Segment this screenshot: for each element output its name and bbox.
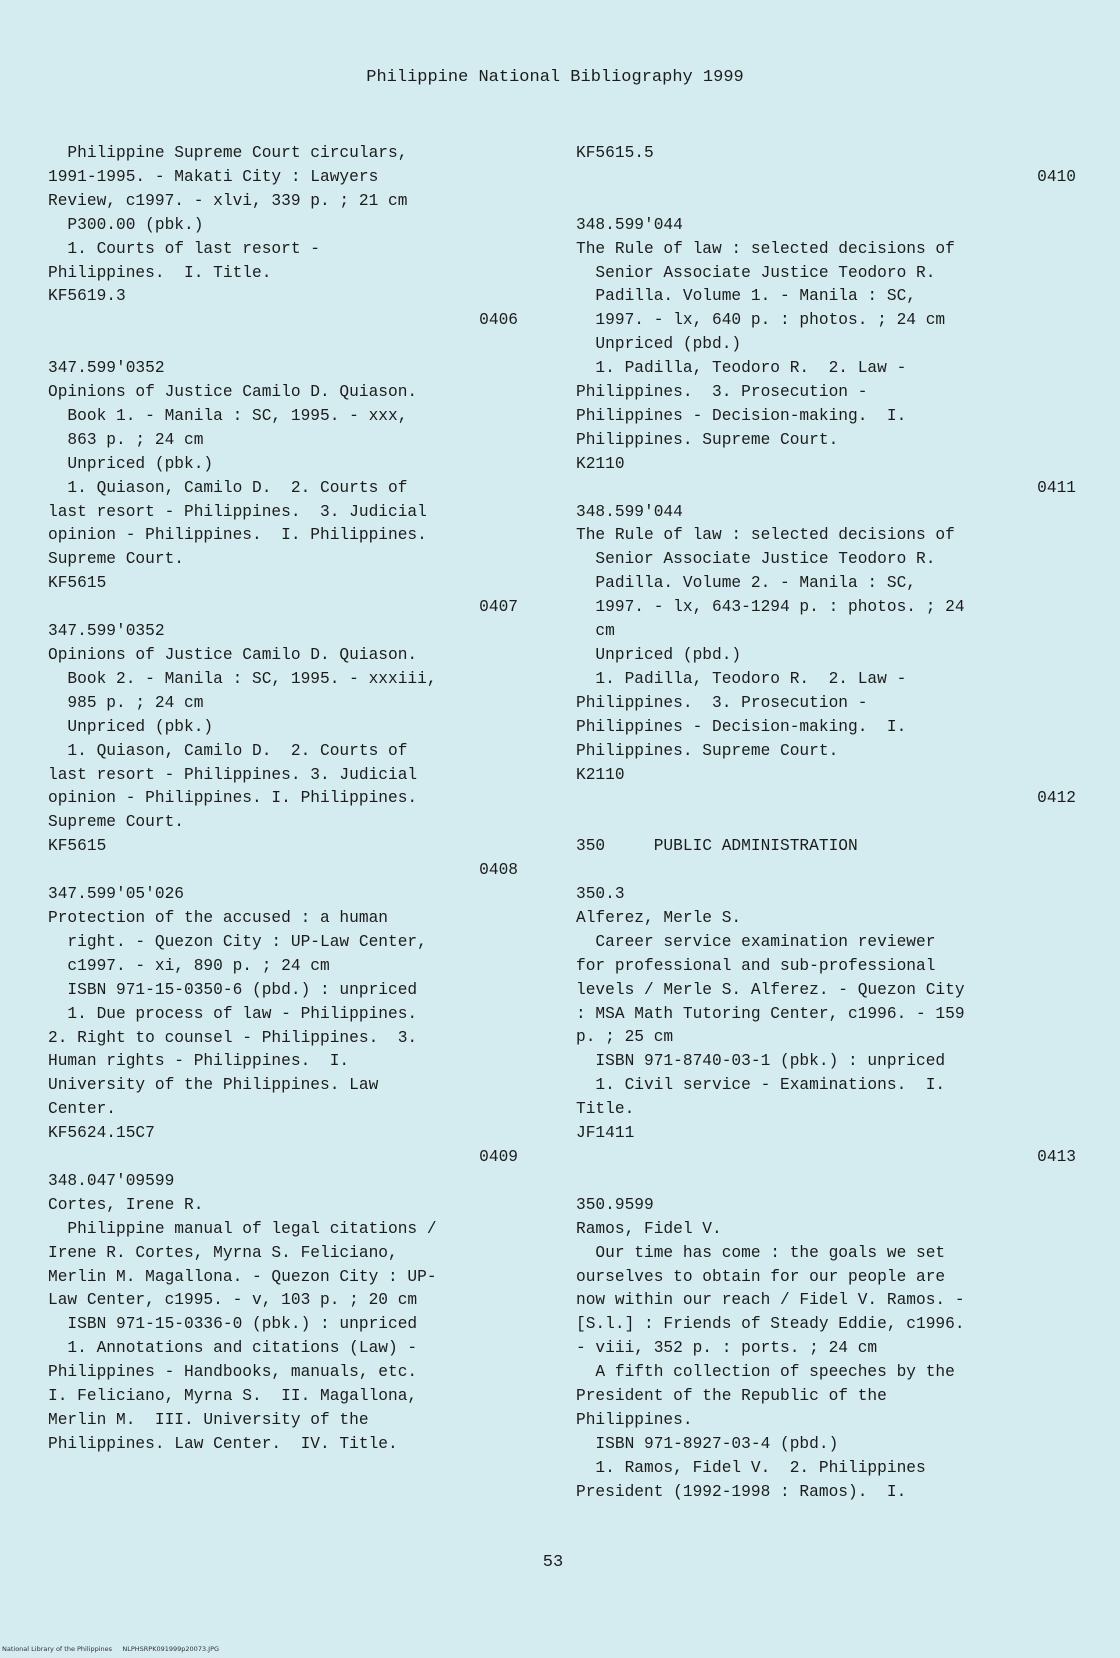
- entry-line: Philippines. Law Center. IV. Title.: [48, 1434, 398, 1453]
- entry-line: Center.: [48, 1100, 116, 1119]
- entry-line: Senior Associate Justice Teodoro R.: [576, 550, 936, 569]
- entry-line: cm: [576, 622, 615, 641]
- entry-line: University of the Philippines. Law: [48, 1076, 379, 1095]
- entry-line: ISBN 971-15-0350-6 (pbd.) : unpriced: [48, 980, 418, 999]
- entry-line: Philippines. Supreme Court.: [576, 741, 839, 760]
- entry-line: 347.599'05'026: [48, 885, 184, 904]
- entry-number: 0407: [479, 598, 518, 617]
- entry-line: ourselves to obtain for our people are: [576, 1267, 946, 1286]
- entry-line: Padilla. Volume 1. - Manila : SC,: [576, 287, 916, 306]
- entry-line: levels / Merle S. Alferez. - Quezon City: [576, 980, 965, 999]
- entry-line: 350.9599: [576, 1195, 654, 1214]
- entry-line: A fifth collection of speeches by the: [576, 1363, 955, 1382]
- entry-line: Supreme Court.: [48, 550, 184, 569]
- entry-line: Merlin M. Magallona. - Quezon City : UP-: [48, 1267, 437, 1286]
- entry-line: Merlin M. III. University of the: [48, 1411, 369, 1430]
- entry-line: Unpriced (pbd.): [576, 646, 742, 665]
- entry-line: ISBN 971-8740-03-1 (pbk.) : unpriced: [576, 1052, 946, 1071]
- entry-line: Supreme Court.: [48, 813, 184, 832]
- entry-line: 1. Civil service - Examinations. I.: [576, 1076, 946, 1095]
- entry-line: Ramos, Fidel V.: [576, 1219, 722, 1238]
- entry-line: Book 2. - Manila : SC, 1995. - xxxiii,: [48, 669, 437, 688]
- entry-line: JF1411: [576, 1124, 635, 1143]
- entry-line: last resort - Philippines. 3. Judicial: [48, 502, 427, 521]
- page-number: 53: [542, 1553, 564, 1572]
- entry-line: Protection of the accused : a human: [48, 908, 388, 927]
- entry-line: 1. Courts of last resort -: [48, 239, 320, 258]
- entry-line: Philippines.: [576, 1410, 693, 1429]
- entry-line: KF5615: [48, 837, 107, 856]
- entry-line: P300.00 (pbk.): [48, 215, 204, 234]
- entry-line: for professional and sub-professional: [576, 956, 936, 975]
- entry-line: President (1992-1998 : Ramos). I.: [576, 1482, 907, 1501]
- entry-line: Senior Associate Justice Teodoro R.: [576, 263, 936, 282]
- entry-line: Our time has come : the goals we set: [576, 1243, 946, 1262]
- entry-line: Unpriced (pbd.): [576, 335, 742, 354]
- entry-number: 0413: [1037, 1148, 1076, 1167]
- entry-line: KF5619.3: [48, 287, 126, 306]
- entry-line: last resort - Philippines. 3. Judicial: [48, 765, 418, 784]
- entry-line: 347.599'0352: [48, 359, 165, 378]
- entry-line: right. - Quezon City : UP-Law Center,: [48, 932, 427, 951]
- entry-number: 0411: [1037, 478, 1076, 497]
- entry-line: 1. Quiason, Camilo D. 2. Courts of: [48, 741, 408, 760]
- entry-line: Philippines. 3. Prosecution -: [576, 693, 868, 712]
- entry-line: Padilla. Volume 2. - Manila : SC,: [576, 574, 916, 593]
- entry-number: 0412: [1037, 789, 1076, 808]
- left-column: [48, 142, 518, 1457]
- entry-line: Law Center, c1995. - v, 103 p. ; 20 cm: [48, 1291, 418, 1310]
- entry-line: KF5615.5: [576, 144, 654, 162]
- spacer: [576, 190, 1076, 214]
- entry-line: [S.l.] : Friends of Steady Eddie, c1996.: [576, 1315, 965, 1334]
- entry-line: K2110: [576, 765, 625, 784]
- entry-line: President of the Republic of the: [576, 1387, 887, 1406]
- page-header: Philippine National Bibliography 1999: [366, 68, 744, 87]
- entry-number: 0410: [1037, 167, 1076, 186]
- entry-line: 1. Quiason, Camilo D. 2. Courts of: [48, 478, 408, 497]
- entry-line: c1997. - xi, 890 p. ; 24 cm: [48, 956, 330, 975]
- entry-line: The Rule of law : selected decisions of: [576, 239, 955, 258]
- entry-line: Career service examination reviewer: [576, 932, 936, 951]
- entry-line: Irene R. Cortes, Myrna S. Feliciano,: [48, 1243, 398, 1262]
- entry-line: KF5624.15C7: [48, 1124, 155, 1143]
- entry-line: Cortes, Irene R.: [48, 1195, 204, 1214]
- entry-line: now within our reach / Fidel V. Ramos. -: [576, 1291, 965, 1310]
- entry-line: 1. Padilla, Teodoro R. 2. Law -: [576, 359, 907, 378]
- entry-line: opinion - Philippines. I. Philippines.: [48, 526, 427, 545]
- entry-line: Unpriced (pbk.): [48, 454, 214, 473]
- entry-line: 348.599'044: [576, 502, 683, 521]
- scan-footer: National Library of the Philippines NLPHSRPK091999p20073.JPG: [2, 1645, 220, 1653]
- entry-line: Philippines. Supreme Court.: [576, 430, 839, 449]
- entry-line: Philippines. 3. Prosecution -: [576, 383, 868, 402]
- entry-line: Philippines. I. Title.: [48, 263, 272, 282]
- entry-line: 347.599'0352: [48, 622, 165, 641]
- spacer: [576, 859, 1076, 883]
- entry-line: Philippine Supreme Court circulars,: [48, 144, 408, 162]
- entry-line: 1991-1995. - Makati City : Lawyers: [48, 167, 379, 186]
- entry-line: Philippines - Handbooks, manuals, etc.: [48, 1363, 418, 1382]
- entry-line: 348.047'09599: [48, 1171, 175, 1190]
- entry-line: Unpriced (pbk.): [48, 717, 214, 736]
- spacer: [48, 333, 518, 357]
- entry-line: 1997. - lx, 640 p. : photos. ; 24 cm: [576, 311, 946, 330]
- entry-line: p. ; 25 cm: [576, 1028, 674, 1047]
- entry-line: The Rule of law : selected decisions of: [576, 526, 955, 545]
- entry-number: 0406: [479, 311, 518, 330]
- entry-number: 0409: [479, 1148, 518, 1167]
- entry-line: 1. Annotations and citations (Law) -: [48, 1339, 418, 1358]
- entry-number: 0408: [479, 861, 518, 880]
- entry-line: opinion - Philippines. I. Philippines.: [48, 789, 418, 808]
- entry-line: Opinions of Justice Camilo D. Quiason.: [48, 646, 418, 665]
- right-column: [576, 142, 1076, 1505]
- entry-line: 1. Due process of law - Philippines.: [48, 1004, 418, 1023]
- entry-line: 350.3: [576, 885, 625, 904]
- entry-line: : MSA Math Tutoring Center, c1996. - 159: [576, 1004, 965, 1023]
- spacer: [576, 1170, 1076, 1194]
- entry-line: Review, c1997. - xlvi, 339 p. ; 21 cm: [48, 191, 408, 210]
- entry-line: Book 1. - Manila : SC, 1995. - xxx,: [48, 406, 408, 425]
- entry-line: 985 p. ; 24 cm: [48, 693, 204, 712]
- entry-line: K2110: [576, 454, 625, 473]
- entry-line: Human rights - Philippines. I.: [48, 1052, 350, 1071]
- entry-line: 1. Padilla, Teodoro R. 2. Law -: [576, 669, 907, 688]
- entry-line: - viii, 352 p. : ports. ; 24 cm: [576, 1339, 878, 1358]
- entry-line: 350 PUBLIC ADMINISTRATION: [576, 837, 858, 856]
- entry-line: Title.: [576, 1100, 635, 1119]
- entry-line: I. Feliciano, Myrna S. II. Magallona,: [48, 1387, 418, 1406]
- entry-line: Philippines - Decision-making. I.: [576, 406, 907, 425]
- entry-line: 348.599'044: [576, 215, 683, 234]
- entry-line: Opinions of Justice Camilo D. Quiason.: [48, 383, 418, 402]
- entry-line: Alferez, Merle S.: [576, 908, 742, 927]
- entry-line: 1. Ramos, Fidel V. 2. Philippines: [576, 1458, 926, 1477]
- entry-line: KF5615: [48, 574, 107, 593]
- entry-line: ISBN 971-8927-03-4 (pbd.): [576, 1434, 839, 1453]
- spacer: [576, 811, 1076, 835]
- entry-line: Philippine manual of legal citations /: [48, 1219, 437, 1238]
- entry-line: 1997. - lx, 643-1294 p. : photos. ; 24: [576, 598, 965, 617]
- entry-line: ISBN 971-15-0336-0 (pbk.) : unpriced: [48, 1315, 418, 1334]
- entry-line: 863 p. ; 24 cm: [48, 430, 204, 449]
- entry-line: Philippines - Decision-making. I.: [576, 717, 907, 736]
- entry-line: 2. Right to counsel - Philippines. 3.: [48, 1028, 418, 1047]
